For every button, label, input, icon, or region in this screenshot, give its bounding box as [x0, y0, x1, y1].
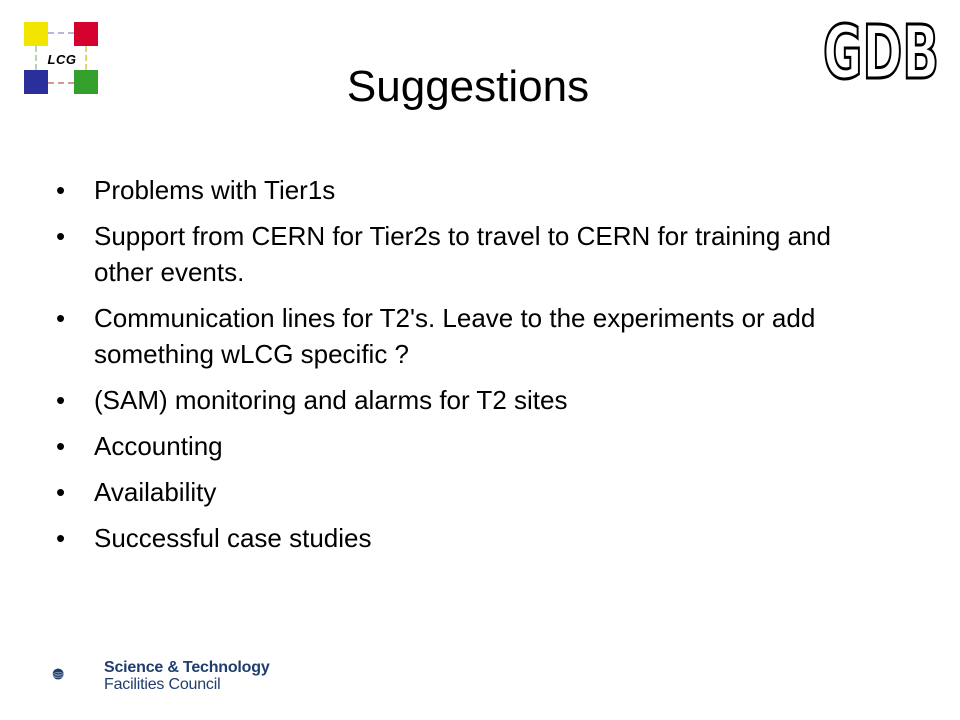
bullet-text: Successful case studies	[94, 523, 372, 553]
bullet-dot: •	[56, 431, 66, 461]
stfc-line-1: Science & Technology	[104, 659, 270, 676]
lcg-logo-text: LCG	[47, 52, 77, 67]
slide-title: Suggestions	[346, 62, 590, 111]
bullet-dot: •	[56, 523, 66, 553]
stfc-line-2: Facilities Council	[104, 676, 221, 693]
stfc-wordmark	[104, 659, 270, 693]
bullet-dot: •	[56, 303, 66, 333]
bullet-item	[56, 172, 896, 208]
bullet-list	[56, 172, 896, 566]
bullet-item	[56, 520, 896, 556]
lcg-dash-top	[48, 32, 74, 34]
bullet-text: (SAM) monitoring and alarms for T2 sites	[94, 385, 568, 415]
bullet-text: Support from CERN for Tier2s to travel to CERN for training and other events.	[94, 221, 831, 287]
bullet-dot: •	[56, 477, 66, 507]
bullet-text: Communication lines for T2's. Leave to the experiments or add something wLCG specific ?	[94, 303, 816, 369]
bullet-item	[56, 474, 896, 510]
bullet-dot: •	[56, 385, 66, 415]
bullet-text: Availability	[94, 477, 217, 507]
stfc-globe-icon	[52, 648, 104, 700]
bullet-text: Problems with Tier1s	[94, 175, 336, 205]
bullet-dot: •	[56, 221, 66, 251]
bullet-item	[56, 382, 896, 418]
bullet-item	[56, 218, 896, 290]
lcg-red-square	[74, 22, 98, 46]
bullet-item	[56, 300, 896, 372]
bullet-dot: •	[56, 175, 66, 205]
bullet-text: Accounting	[94, 431, 223, 461]
lcg-yellow-square	[24, 22, 48, 46]
gdb-logo-text: GDB	[823, 14, 939, 84]
bullet-item	[56, 428, 896, 464]
